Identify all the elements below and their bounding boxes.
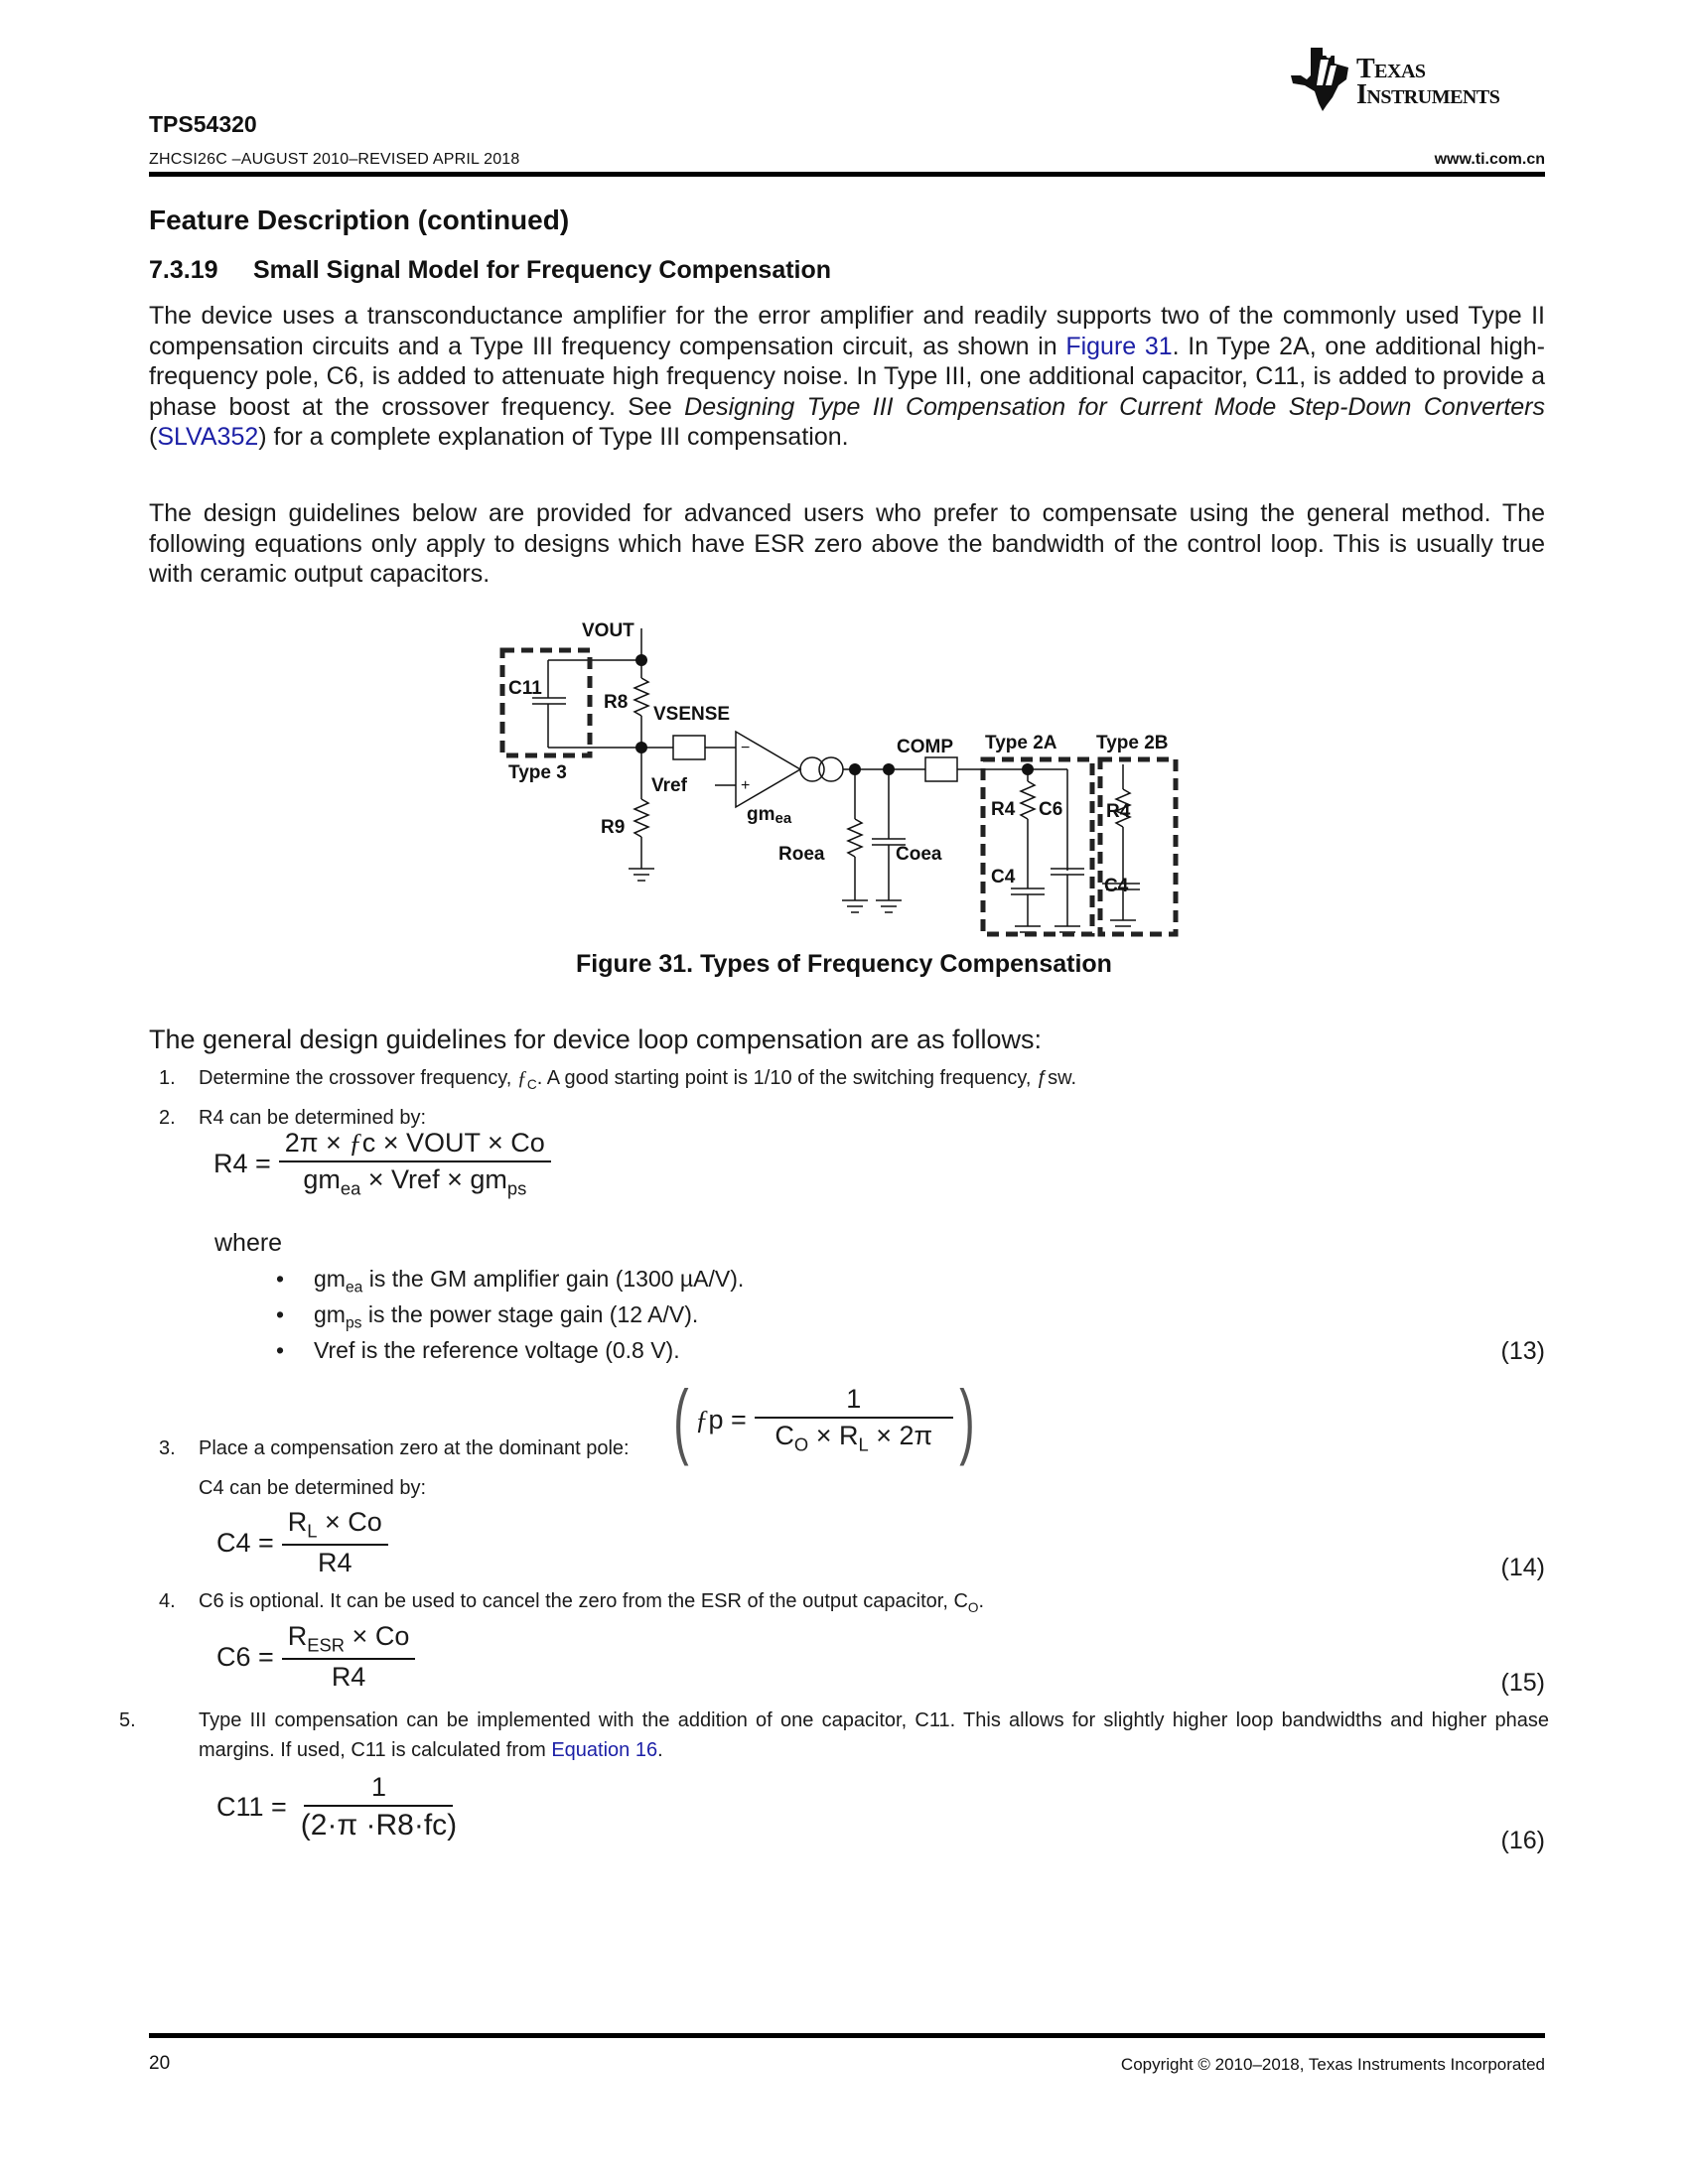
header-divider [149,172,1545,177]
schematic-svg [487,611,1221,938]
label-r4-type2a: R4 [991,799,1016,820]
part-number: TPS54320 [149,111,257,137]
label-coea: Coea [896,844,942,865]
paragraph-guidelines: The design guidelines below are provided for advanced users who prefer to compensate using the general method. The following equations only apply to designs which have ESR zero above the bandwidth of the control loop. This is usually true with ceramic output capacitors. [149,499,1545,588]
subscript: C [526,1076,537,1092]
step-3 [159,1437,630,1460]
text: The device uses a transconductance amplifier for the error amplifier and readily supports two of the commonly used Type II compensation circuits and a Type III frequency compensation circuit, as shown in [149,302,1545,360]
comp-pin-box [925,757,957,781]
step-4: 4. C6 is optional. It can be used to cancel the zero from the ESR of the output capacitor, $C_O$. [159,1590,985,1615]
label-c4-type2b: C4 [1104,876,1129,896]
r8-resistor [634,678,648,716]
text: R4 can be determined by: [199,1107,427,1129]
type2a-dashed-box [983,759,1092,934]
bullet-gmea: • $gm_{ea}$ is the GM amplifier gain (1300 µA/V). [276,1266,745,1297]
vsense-pin-box [673,736,705,759]
text: Determine the crossover frequency, [199,1067,517,1089]
symbol-fsw: ƒsw [1037,1067,1071,1089]
subsection-title: Small Signal Model for Frequency Compensation [253,256,832,284]
label-comp: COMP [897,737,953,757]
label-roea: Roea [778,844,825,865]
current-source-circle-1 [800,757,824,781]
website-link[interactable]: www.ti.com.cn [1434,151,1545,168]
label-r4-type2b: R4 [1106,801,1131,822]
equation-c11: C11 = $\frac{1}{(2\cdot\pi \cdot R8\cdot fc)}$ [216,1772,458,1842]
label-c6: C6 [1039,799,1063,820]
junction-vout [635,654,647,666]
equation-c4: C4 = $\frac{R_L \times Co}{R4}$ [216,1507,388,1578]
step-2 [159,1107,426,1130]
label-type3: Type 3 [508,762,567,783]
subsection-heading [149,256,831,285]
slva352-link[interactable]: SLVA352 [157,423,259,451]
text: ( [149,423,158,451]
compensation-schematic [487,611,1221,938]
numerator: 2π × ƒc × VOUT × Co [279,1128,551,1162]
equation-fp: ( ƒp = $\frac{1}{C_O \times R_L \times 2\pi}$ ) [673,1373,975,1466]
step-number: 4. [159,1590,176,1612]
equation-number-16: (16) [1500,1827,1545,1854]
subsection-number: 7.3.19 [149,256,218,284]
page-number: 20 [149,2053,171,2074]
logo-texas: Texas [1356,54,1426,84]
r9-resistor [634,799,648,837]
where-label: where [214,1229,283,1257]
paren-left: ( [673,1373,689,1466]
equation-number-14: (14) [1500,1554,1545,1581]
eq-lhs: R4 = [213,1148,271,1178]
figure-31-link[interactable]: Figure 31 [1065,332,1173,360]
figure-caption: Figure 31. Types of Frequency Compensation [576,950,1112,978]
symbol-f: ƒ [516,1067,527,1089]
denominator: $C_O \times R_L \times 2\pi$ [774,1420,933,1455]
label-r8: R8 [604,692,629,713]
step-number: 2. [159,1107,176,1129]
label-vout: VOUT [582,620,634,641]
equation-number-13: (13) [1500,1337,1545,1365]
step-number: 3. [159,1437,176,1459]
paren-right: ) [959,1373,975,1466]
junction-vsense [635,742,647,753]
equation-c6: C6 = $\frac{R_{ESR} \times Co}{R4}$ [216,1621,415,1693]
equation-number-15: (15) [1500,1669,1545,1697]
junction-type2a [1022,763,1034,775]
equation-16-link[interactable]: Equation 16 [551,1739,658,1761]
copyright-notice: Copyright © 2010–2018, Texas Instruments Incorporated [1120,2055,1545,2074]
r4-type2a-resistor [1021,781,1035,819]
bullet-gmps: • $gm_{ps}$ is the power stage gain (12 A/V). [276,1301,699,1332]
step-1 [159,1067,1076,1092]
amp-minus-sign: − [741,740,751,756]
step-3-c4-intro: C4 can be determined by: [199,1477,427,1499]
text: Place a compensation zero at the dominant pole: [199,1437,630,1459]
paragraph-intro [149,301,1545,453]
label-type2b: Type 2B [1096,733,1169,753]
step-number: 5. [119,1709,136,1731]
label-r9: R9 [601,817,626,838]
section-heading: Feature Description (continued) [149,205,570,235]
fraction [755,1384,953,1455]
guidelines-intro: The general design guidelines for device loop compensation are as follows: [149,1024,1043,1054]
label-vref: Vref [651,775,687,796]
step-number: 1. [159,1067,176,1089]
type3-dashed-box [502,650,590,755]
amp-plus-sign: + [741,777,751,794]
logo-instruments: Instruments [1356,79,1500,110]
denominator: $gm_{ea}$ × Vref × $gm_{ps}$ [303,1164,527,1199]
junction-coea [883,763,895,775]
label-type2a: Type 2A [985,733,1057,753]
label-c4-type2a: C4 [991,867,1016,887]
label-c11: C11 [508,678,542,699]
doc-revision: ZHCSI26C –AUGUST 2010–REVISED APRIL 2018 [149,151,520,168]
footer-divider [149,2033,1545,2038]
type2b-dashed-box [1100,759,1176,934]
text: . [1070,1067,1077,1089]
label-vsense: VSENSE [653,704,731,725]
ti-logo-icon [1289,46,1352,113]
step-5: 5. Type III compensation can be implemented with the addition of one capacitor, C11. This allows for slightly higher loop bandwidths and higher phase margins. If used, C11 is calculated from Equation 16. [159,1706,1549,1765]
ti-logo [1289,46,1549,113]
label-gm: gmea [747,804,792,827]
reference-title: Designing Type III Compensation for Current Mode Step-Down Converters [684,392,1545,421]
bullet-vref: • Vref is the reference voltage (0.8 V). [276,1337,680,1363]
junction-roea [849,763,861,775]
fraction [279,1128,551,1199]
text: ) for a complete explanation of Type III compensation. [258,423,849,451]
text: . In Type 2A, one additional high-frequency pole, C6, is added to attenuate high frequency noise. In Type III, one additional capacitor, C11, is added to provide a phase boost at the crossover frequency. See [149,332,1545,421]
text: . A good starting point is 1/10 of the switching frequency, [536,1067,1037,1089]
numerator: 1 [755,1384,953,1419]
equation-r4 [213,1128,551,1199]
roea-resistor [848,819,862,857]
current-source-circle-2 [819,757,843,781]
